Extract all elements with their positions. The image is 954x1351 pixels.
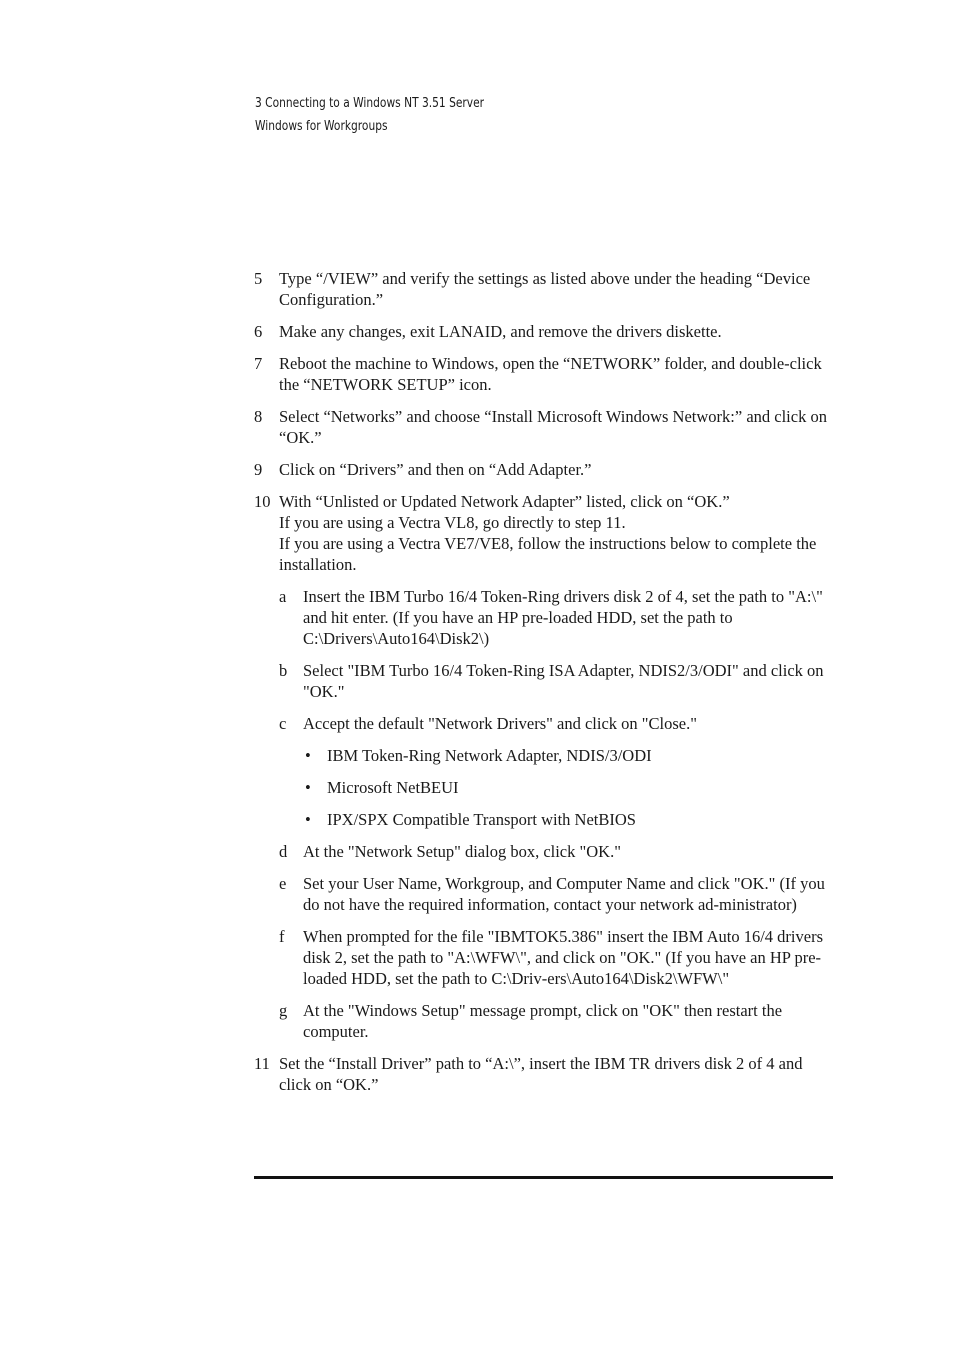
substep-letter: c <box>279 714 287 733</box>
substep-a <box>279 586 836 649</box>
bullet-list <box>303 745 836 830</box>
substep-d <box>279 841 836 862</box>
instructions-list <box>254 268 836 1106</box>
step-text: Set the “Install Driver” path to “A:\”, insert the IBM TR drivers disk 2 of 4 and click on “OK.” <box>279 1054 803 1094</box>
step-10 <box>254 491 836 1042</box>
substep-b <box>279 660 836 702</box>
footer-rule <box>254 1176 833 1179</box>
step-number: 5 <box>254 269 263 288</box>
bullet-item <box>303 745 836 766</box>
step-text: Click on “Drivers” and then on “Add Adapter.” <box>279 460 592 479</box>
section-title: Windows for Workgroups <box>255 119 388 134</box>
substep-text: Select "IBM Turbo 16/4 Token-Ring ISA Adapter, NDIS2/3/ODI" and click on "OK." <box>303 661 824 701</box>
step-9 <box>254 459 836 480</box>
substep-text: Accept the default "Network Drivers" and click on "Close." <box>303 714 697 733</box>
bullet-icon: • <box>305 778 311 797</box>
step-7 <box>254 353 836 395</box>
bullet-icon: • <box>305 810 311 829</box>
step-number: 6 <box>254 322 263 341</box>
step-text: Reboot the machine to Windows, open the “NETWORK” folder, and double-click the “NETWORK SETUP” icon. <box>279 354 822 394</box>
step-number: 8 <box>254 407 263 426</box>
step-number: 10 <box>254 492 271 511</box>
substep-letter: a <box>279 587 287 606</box>
substep-text: Insert the IBM Turbo 16/4 Token-Ring drivers disk 2 of 4, set the path to "A:\" and hit enter. (If you have an HP pre-loaded HDD, set the path to C:\Drivers\Auto164\Disk2\) <box>303 587 823 648</box>
step-text-line: With “Unlisted or Updated Network Adapter” listed, click on “OK.” <box>279 492 730 511</box>
substep-text: When prompted for the file "IBMTOK5.386" insert the IBM Auto 16/4 drivers disk 2, set the path to "A:\WFW\", and click on "OK." (If you have an HP pre-loaded HDD, set the path to C:\Driv-ers\Auto164\Disk2\WFW\" <box>303 927 823 988</box>
step-text: Type “/VIEW” and verify the settings as listed above under the heading “Device Configuration.” <box>279 269 811 309</box>
step-text-line: If you are using a Vectra VL8, go directly to step 11. <box>279 513 626 532</box>
step-text: Make any changes, exit LANAID, and remove the drivers diskette. <box>279 322 722 341</box>
step-number: 7 <box>254 354 263 373</box>
substep-g <box>279 1000 836 1042</box>
substep-list <box>279 586 836 1042</box>
substep-text: At the "Windows Setup" message prompt, click on "OK" then restart the computer. <box>303 1001 783 1041</box>
bullet-text: Microsoft NetBEUI <box>327 778 459 797</box>
substep-letter: g <box>279 1001 288 1020</box>
bullet-icon: • <box>305 746 311 765</box>
substep-c <box>279 713 836 830</box>
step-number: 11 <box>254 1054 270 1073</box>
bullet-item <box>303 809 836 830</box>
substep-f <box>279 926 836 989</box>
substep-text: At the "Network Setup" dialog box, click "OK." <box>303 842 621 861</box>
step-number: 9 <box>254 460 263 479</box>
step-text: Select “Networks” and choose “Install Microsoft Windows Network:” and click on “OK.” <box>279 407 827 447</box>
substep-e <box>279 873 836 915</box>
chapter-title: 3 Connecting to a Windows NT 3.51 Server <box>255 96 485 111</box>
step-5 <box>254 268 836 310</box>
bullet-item <box>303 777 836 798</box>
substep-letter: e <box>279 874 287 893</box>
substep-letter: b <box>279 661 288 680</box>
page-header <box>255 95 484 135</box>
substep-text: Set your User Name, Workgroup, and Computer Name and click "OK." (If you do not have the required information, contact your network ad-ministrator) <box>303 874 825 914</box>
substep-letter: f <box>279 927 285 946</box>
step-11 <box>254 1053 836 1095</box>
step-text-line: If you are using a Vectra VE7/VE8, follow the instructions below to complete the installation. <box>279 534 817 574</box>
substep-letter: d <box>279 842 288 861</box>
step-6 <box>254 321 836 342</box>
step-8 <box>254 406 836 448</box>
bullet-text: IBM Token-Ring Network Adapter, NDIS/3/ODI <box>327 746 652 765</box>
bullet-text: IPX/SPX Compatible Transport with NetBIOS <box>327 810 636 829</box>
